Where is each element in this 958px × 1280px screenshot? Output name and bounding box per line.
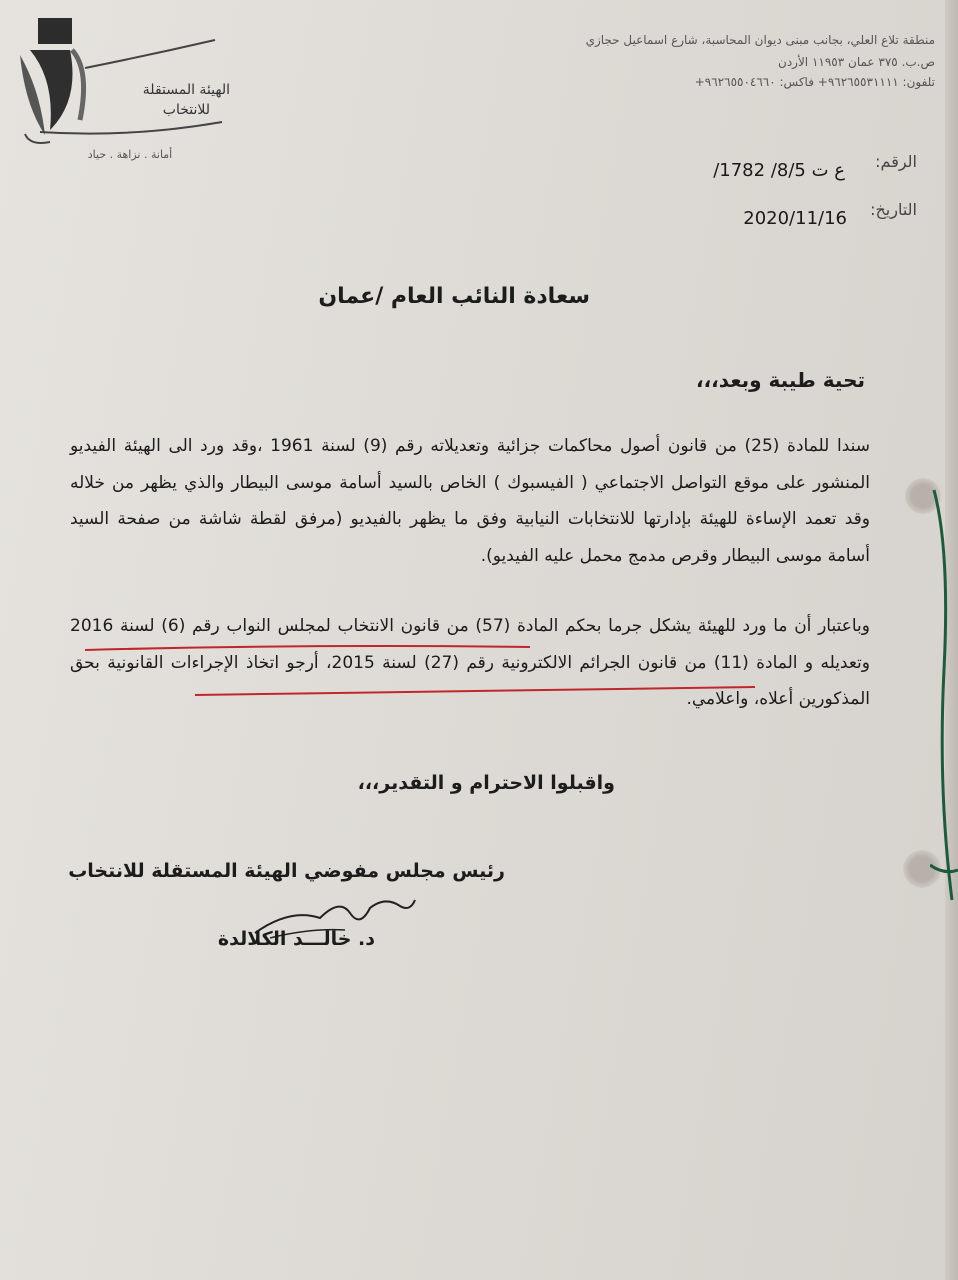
red-underline-1 (85, 644, 530, 652)
greeting: تحية طيبة وبعد،،، (695, 368, 865, 392)
phone-fax-line: تلفون: ٩٦٢٦٥٥٣١١١١+ فاكس: ٩٦٢٦٥٥٠٤٦٦٠+ (694, 75, 935, 89)
reference-number: ع ت 8/5/ 1782/ (713, 160, 845, 181)
signer-title: رئيس مجلس مفوضي الهيئة المستقلة للانتخاب (68, 860, 505, 882)
commission-logo (10, 10, 230, 160)
signer-name: د. خالـــد الكلالدة (217, 928, 375, 950)
org-name-line2: للانتخاب (162, 102, 210, 118)
closing-phrase: واقبلوا الاحترام و التقدير،،، (357, 772, 615, 794)
red-underline-2 (195, 686, 755, 696)
date-label: التاريخ: (870, 200, 917, 219)
org-motto: أمانة . نزاهة . حياد (87, 148, 173, 161)
org-name-line1: الهيئة المستقلة (142, 82, 230, 98)
po-box-line: ص.ب. ٣٧٥ عمان ١١٩٥٣ الأردن (778, 55, 935, 69)
reference-label: الرقم: (875, 152, 917, 171)
address-line: منطقة تلاع العلي، بجانب مبنى ديوان المحاسبة، شارع اسماعيل حجازي (585, 33, 935, 47)
letter-date: 2020/11/16 (743, 208, 847, 229)
binding-thread (930, 470, 958, 910)
addressee: سعادة النائب العام /عمان (318, 284, 590, 309)
body-paragraph-1: سندا للمادة (25) من قانون أصول محاكمات جزائية وتعديلاته رقم (9) لسنة 1961 ،وقد ورد الى الهيئة الفيديو المنشور على موقع التواصل الاجتماعي ( الفيسبوك ) الخاص بالسيد أسامة موسى البيطار والذي يظهر من خلاله وقد تعمد الإساءة للهيئة بإدارتها للانتخابات النيابية وفق ما يظهر بالفيديو (مرفق لقطة شاشة من صفحة السيد أسامة موسى البيطار وقرص مدمج محمل عليه الفيديو). (70, 436, 870, 566)
body-paragraph-2: وباعتبار أن ما ورد للهيئة يشكل جرما بحكم المادة (57) من قانون الانتخاب لمجلس النواب رقم (6) لسنة 2016 وتعديله و المادة (11) من قانون الجرائم الالكترونية رقم (27) لسنة 2015، أرجو اتخاذ الإجراءات القانونية بحق المذكورين أعلاه، واعلامي. (70, 616, 870, 709)
